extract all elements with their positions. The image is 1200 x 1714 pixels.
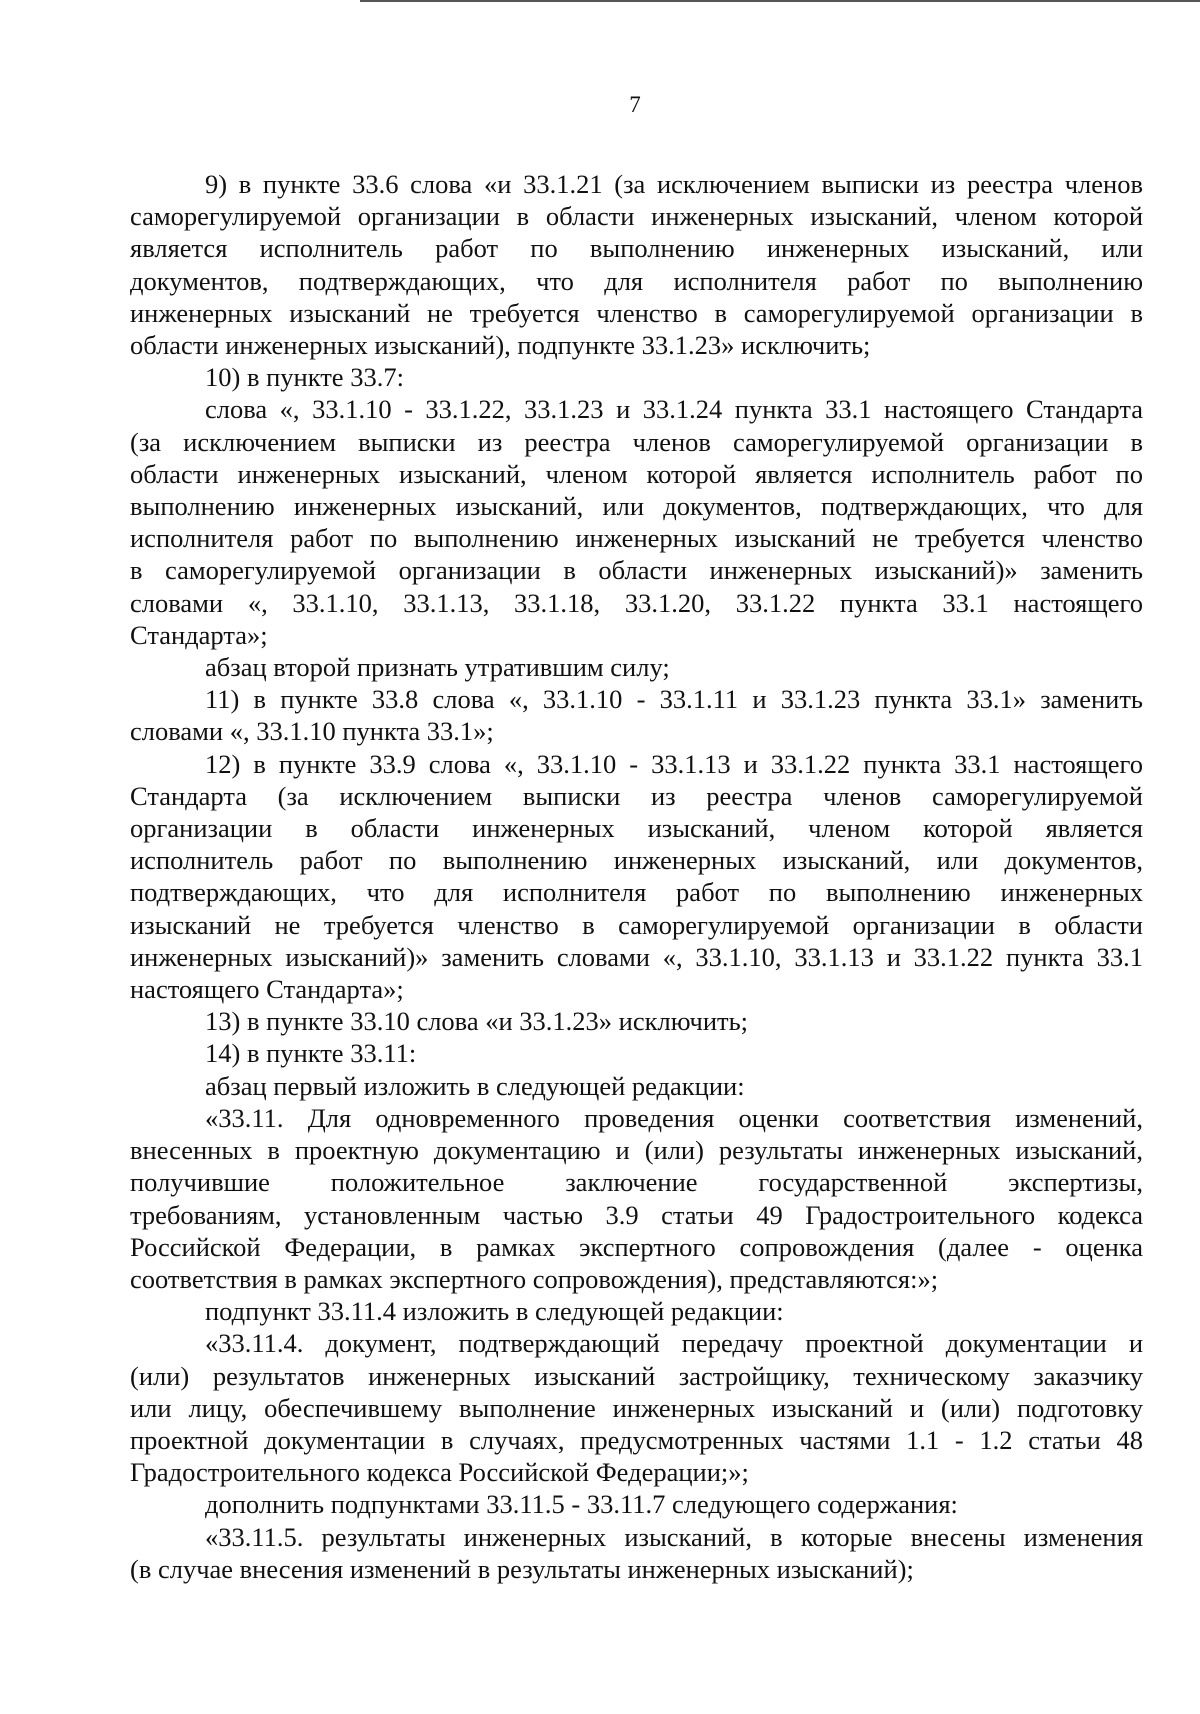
top-border-line [360, 0, 1200, 2]
paragraph [130, 1521, 1143, 1585]
text-line: исполнителя работ по выполнению инженерных изысканий не требуется членство [130, 523, 1143, 554]
text-line: Стандарта (за исключением выписки из реестра членов саморегулируемой [130, 780, 1143, 811]
text-line: 12) в пункте 33.9 слова «, 33.1.10 - 33.1.13 и 33.1.22 пункта 33.1 настоящего [205, 748, 1143, 779]
paragraph [130, 683, 1143, 747]
text-line: Стандарта»; [130, 619, 268, 650]
text-line: в саморегулируемой организации в области инженерных изысканий)» заменить [130, 555, 1143, 586]
text-line: является исполнитель работ по выполнению инженерных изысканий, или [130, 233, 1143, 264]
paragraph [130, 1005, 1143, 1037]
text-line: подтверждающих, что для исполнителя работ по выполнению инженерных [130, 877, 1143, 908]
text-line: 13) в пункте 33.10 слова «и 33.1.23» исключить; [205, 1006, 749, 1037]
text-line: инженерных изысканий не требуется членство в саморегулируемой организации в [130, 297, 1143, 328]
text-line: (или) результатов инженерных изысканий застройщику, техническому заказчику [130, 1360, 1143, 1391]
paragraph [130, 1488, 1143, 1520]
text-line: настоящего Стандарта»; [130, 974, 404, 1005]
text-line: абзац второй признать утратившим силу; [205, 652, 670, 683]
text-line: Градостроительного кодекса Российской Федерации;»; [130, 1457, 749, 1488]
text-line: области инженерных изысканий, членом которой является исполнитель работ по [130, 458, 1143, 489]
text-line: Российской Федерации, в рамках экспертного сопровождения (далее - оценка [130, 1231, 1143, 1262]
text-line: организации в области инженерных изысканий, членом которой является [130, 813, 1143, 844]
text-line: словами «, 33.1.10, 33.1.13, 33.1.18, 33.1.20, 33.1.22 пункта 33.1 настоящего [130, 587, 1143, 618]
text-line: соответствия в рамках экспертного сопровождения), представляются:»; [130, 1263, 939, 1294]
text-line: словами «, 33.1.10 пункта 33.1»; [130, 716, 494, 747]
paragraph [130, 1327, 1143, 1488]
text-line: области инженерных изысканий), подпункте 33.1.23» исключить; [130, 330, 871, 361]
text-line: (в случае внесения изменений в результаты инженерных изысканий); [130, 1553, 914, 1584]
text-line: 9) в пункте 33.6 слова «и 33.1.21 (за исключением выписки из реестра членов [205, 169, 1143, 199]
text-line: требованиям, установленным частью 3.9 статьи 49 Градостроительного кодекса [130, 1199, 1143, 1230]
text-line: слова «, 33.1.10 - 33.1.22, 33.1.23 и 33.1.24 пункта 33.1 настоящего Стандарта [205, 394, 1143, 425]
text-line: выполнению инженерных изысканий, или документов, подтверждающих, что для [130, 491, 1143, 522]
paragraph [130, 361, 1143, 393]
text-line: саморегулируемой организации в области инженерных изысканий, членом которой [130, 201, 1143, 232]
text-line: дополнить подпунктами 33.11.5 - 33.11.7 следующего содержания: [205, 1489, 958, 1520]
text-line: 10) в пункте 33.7: [205, 362, 404, 393]
text-line: получившие положительное заключение государственной экспертизы, [130, 1167, 1143, 1198]
text-line: проектной документации в случаях, предусмотренных частями 1.1 - 1.2 статьи 48 [130, 1424, 1143, 1455]
text-line: внесенных в проектную документацию и (или) результаты инженерных изысканий, [130, 1135, 1143, 1166]
paragraph [130, 1037, 1143, 1069]
paragraph [130, 651, 1143, 683]
paragraph [130, 1070, 1143, 1102]
text-line: «33.11.5. результаты инженерных изысканий, в которые внесены изменения [205, 1521, 1143, 1552]
text-line: 11) в пункте 33.8 слова «, 33.1.10 - 33.1.11 и 33.1.23 пункта 33.1» заменить [205, 684, 1143, 715]
document-body [130, 168, 1143, 1585]
text-line: изысканий не требуется членство в саморегулируемой организации в области [130, 909, 1143, 940]
text-line: документов, подтверждающих, что для исполнителя работ по выполнению [130, 265, 1143, 296]
text-line: «33.11.4. документ, подтверждающий передачу проектной документации и [205, 1328, 1143, 1359]
text-line: инженерных изысканий)» заменить словами «, 33.1.10, 33.1.13 и 33.1.22 пункта 33.1 [130, 941, 1143, 972]
text-line: или лицу, обеспечившему выполнение инженерных изысканий и (или) подготовку [130, 1392, 1143, 1423]
text-line: «33.11. Для одновременного проведения оценки соответствия изменений, [205, 1102, 1143, 1133]
paragraph [130, 748, 1143, 1006]
paragraph [130, 1295, 1143, 1327]
text-line: 14) в пункте 33.11: [205, 1038, 417, 1069]
text-line: (за исключением выписки из реестра членов саморегулируемой организации в [130, 426, 1143, 457]
paragraph [130, 168, 1143, 361]
page-number: 7 [629, 92, 641, 117]
paragraph [130, 1102, 1143, 1295]
paragraph [130, 393, 1143, 651]
text-line: исполнитель работ по выполнению инженерных изысканий, или документов, [130, 845, 1143, 876]
text-line: подпункт 33.11.4 изложить в следующей редакции: [205, 1296, 784, 1327]
text-line: абзац первый изложить в следующей редакции: [205, 1070, 745, 1101]
